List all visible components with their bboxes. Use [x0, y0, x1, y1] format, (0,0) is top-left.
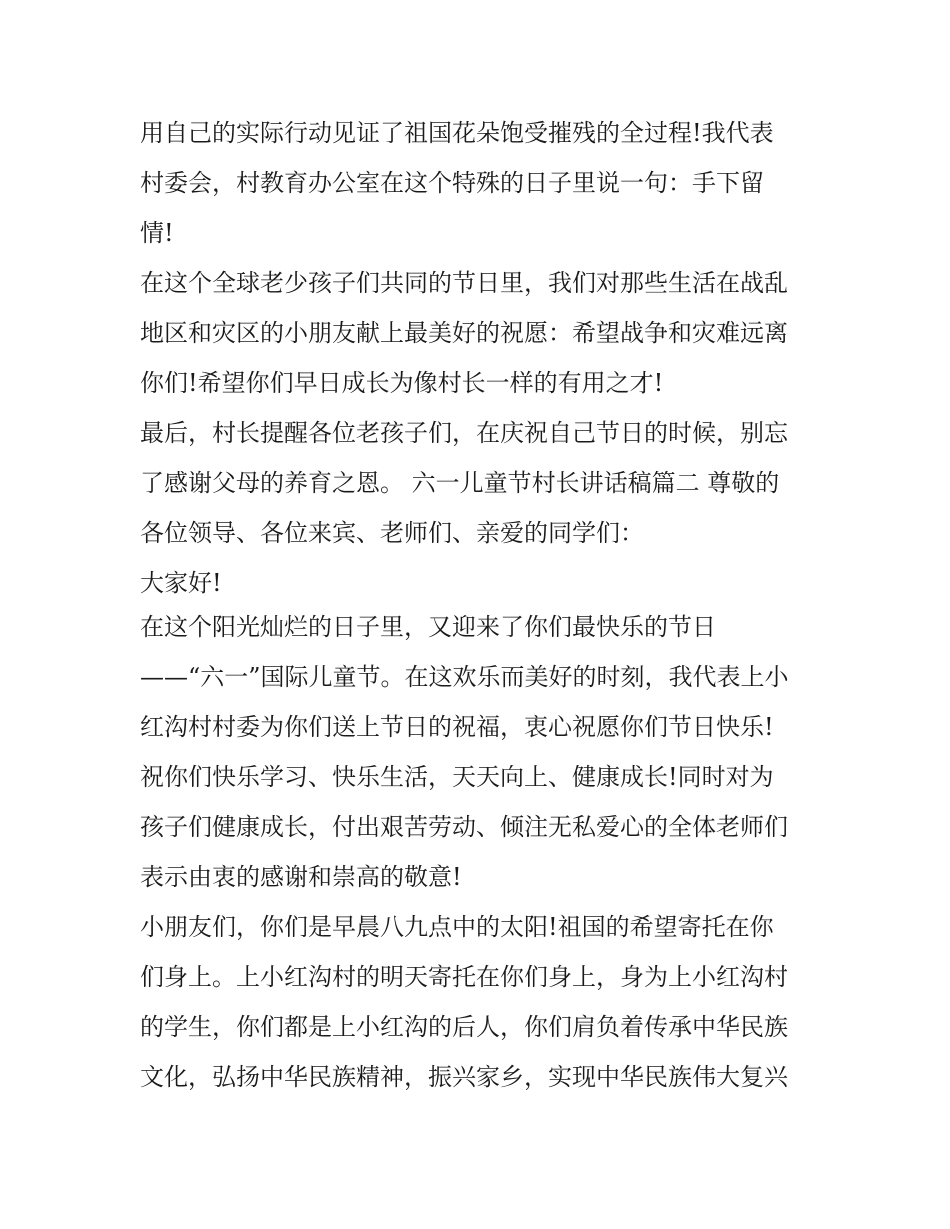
text-line: 大家好!: [140, 569, 222, 597]
document-body: [140, 108, 830, 1102]
text-line: 红沟村村委为你们送上节日的祝福，衷心祝愿你们节日快乐!: [140, 713, 774, 741]
text-line: 各位领导、各位来宾、老师们、亲爱的同学们：: [140, 519, 644, 547]
text-line: 你们!希望你们早日成长为像村长一样的有用之才!: [140, 369, 664, 397]
text-line: 用自己的实际行动见证了祖国花朵饱受摧残的全过程!我代表: [140, 119, 774, 147]
text-line: 孩子们健康成长，付出艰苦劳动、倾注无私爱心的全体老师们: [140, 813, 788, 841]
text-line: 地区和灾区的小朋友献上最美好的祝愿：希望战争和灾难远离: [140, 319, 788, 347]
text-line: 的学生，你们都是上小红沟的后人，你们肩负着传承中华民族: [140, 1013, 788, 1041]
text-line: 小朋友们，你们是早晨八九点中的太阳!祖国的希望寄托在你: [140, 913, 774, 941]
text-line: 文化，弘扬中华民族精神，振兴家乡，实现中华民族伟大复兴: [140, 1063, 788, 1091]
text-line: 祝你们快乐学习、快乐生活，天天向上、健康成长!同时对为: [140, 763, 774, 791]
text-line: 们身上。上小红沟村的明天寄托在你们身上，身为上小红沟村: [140, 963, 788, 991]
text-line: ——“六一”国际儿童节。在这欢乐而美好的时刻，我代表上小: [140, 663, 789, 691]
text-line: 村委会，村教育办公室在这个特殊的日子里说一句：手下留: [140, 169, 764, 197]
text-line: 在这个全球老少孩子们共同的节日里，我们对那些生活在战乱: [140, 269, 788, 297]
text-line: 最后，村长提醒各位老孩子们，在庆祝自己节日的时候，别忘: [140, 419, 788, 447]
text-line: 表示由衷的感谢和崇高的敬意!: [140, 863, 462, 891]
text-line: 情!: [140, 219, 174, 247]
text-line: 在这个阳光灿烂的日子里，又迎来了你们最快乐的节日: [140, 613, 716, 641]
text-line: 了感谢父母的养育之恩。 六一儿童节村长讲话稿篇二 尊敬的: [140, 469, 780, 497]
